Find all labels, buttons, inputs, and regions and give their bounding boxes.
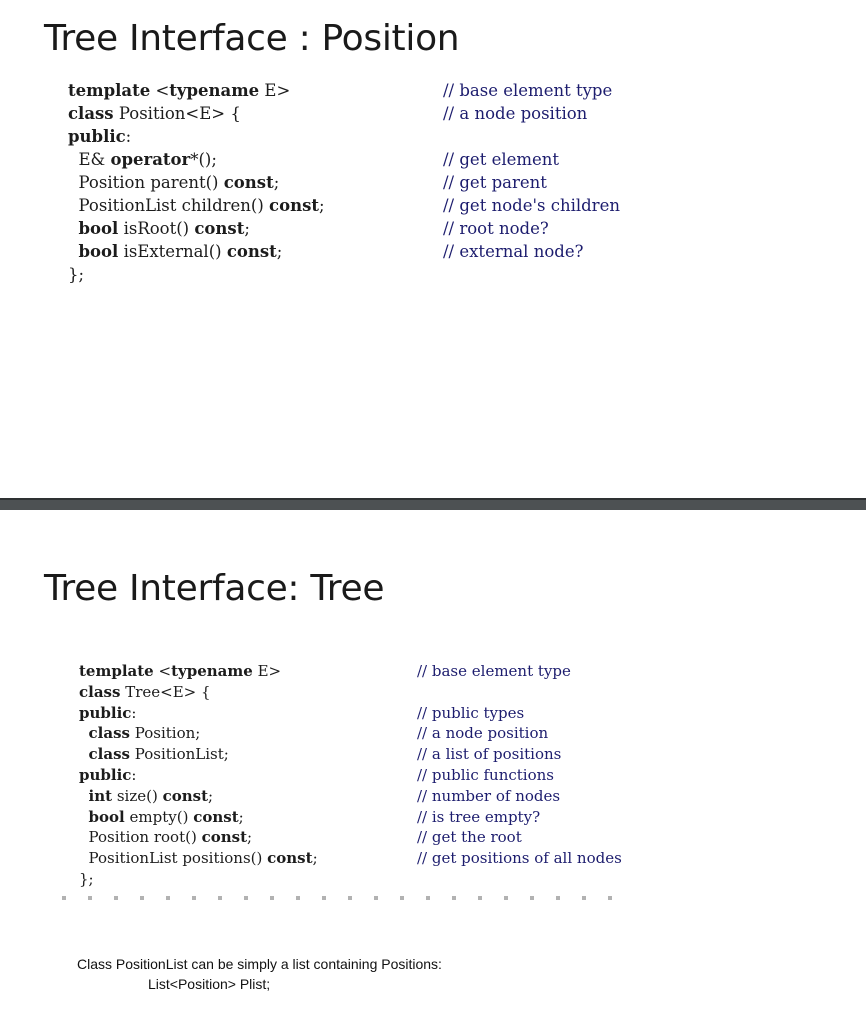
code-keyword: const [193, 807, 239, 826]
code-line [79, 870, 318, 891]
code-text [79, 787, 89, 805]
code-text: Position; [130, 724, 201, 743]
code-comment: // external node? [443, 242, 584, 261]
code-keyword: template [68, 81, 151, 100]
code-text [79, 808, 89, 826]
code-comment: // get parent [443, 173, 547, 192]
code-text: Position parent() [68, 173, 224, 192]
code-line [79, 808, 318, 829]
code-line [79, 849, 318, 870]
code-keyword: class [68, 104, 114, 123]
code-keyword: class [79, 682, 121, 701]
code-text: size() [112, 786, 163, 805]
code-text: PositionList; [130, 745, 229, 764]
code-line [68, 196, 325, 219]
code-line [68, 242, 325, 265]
code-comment: // a node position [443, 104, 588, 123]
code-text [68, 219, 79, 238]
code-keyword: bool [88, 807, 125, 826]
code-line [68, 265, 325, 288]
code-line [79, 828, 318, 849]
code-keyword: class [88, 724, 130, 743]
code-text: E> [259, 81, 291, 100]
code-block [68, 81, 325, 288]
code-text: ; [312, 849, 318, 868]
code-text: ; [238, 807, 244, 826]
code-line [68, 104, 325, 127]
code-text: }; [79, 869, 94, 888]
code-line [79, 662, 318, 683]
code-keyword: class [88, 745, 130, 764]
code-comment: // get element [443, 150, 560, 169]
code-keyword: public [79, 703, 132, 722]
code-text: PositionList positions() [79, 849, 268, 868]
code-text [68, 242, 79, 261]
code-line [68, 150, 325, 173]
code-text: Position root() [79, 828, 202, 847]
code-comments [443, 81, 620, 288]
code-comment: // get node's children [443, 196, 620, 215]
code-text: : [131, 765, 137, 784]
code-text: < [150, 81, 170, 100]
code-line [68, 173, 325, 196]
code-comment [417, 870, 622, 891]
code-keyword: public [68, 127, 126, 146]
code-text: Position<E> { [113, 104, 241, 123]
code-comment: // base element type [443, 81, 613, 100]
code-comment: // get the root [417, 828, 522, 847]
code-line [79, 787, 318, 808]
code-keyword: int [88, 786, 113, 805]
code-text: *(); [190, 150, 217, 169]
code-keyword: const [269, 196, 319, 215]
code-line [79, 745, 318, 766]
code-keyword: const [267, 849, 313, 868]
code-comment [443, 127, 620, 150]
code-keyword: const [201, 828, 247, 847]
code-text [79, 745, 89, 763]
code-comment: // root node? [443, 219, 549, 238]
code-text: isRoot() [118, 219, 195, 238]
code-line [68, 219, 325, 242]
code-text: E> [252, 662, 282, 680]
code-text: ; [247, 828, 253, 847]
code-text: : [125, 127, 132, 146]
code-line [79, 766, 318, 787]
code-keyword: template [79, 662, 154, 680]
code-text: < [153, 662, 172, 680]
code-text: ; [208, 786, 214, 805]
note-line-2: List<Position> Plist; [148, 976, 271, 992]
slide-position [0, 0, 866, 498]
code-text: Tree<E> { [120, 682, 211, 701]
code-text: : [131, 703, 137, 722]
code-line [68, 81, 325, 104]
code-comment: // base element type [417, 662, 571, 680]
slide-divider [0, 498, 866, 510]
code-comment: // is tree empty? [417, 807, 541, 826]
code-block [79, 662, 318, 891]
code-text: }; [68, 265, 85, 284]
code-line [79, 683, 318, 704]
code-keyword: typename [169, 81, 260, 100]
slide-title: Tree Interface : Position [44, 18, 460, 59]
code-text: ; [276, 242, 283, 261]
code-keyword: public [79, 765, 132, 784]
code-comment: // public types [417, 703, 525, 722]
note-line-1: Class PositionList can be simply a list containing Positions: [77, 956, 442, 972]
cutoff-text-remnant [62, 896, 634, 900]
code-comment: // get positions of all nodes [417, 849, 622, 868]
code-comment [443, 265, 620, 288]
code-text: isExternal() [118, 242, 227, 261]
code-text: empty() [124, 807, 194, 826]
code-text: ; [273, 173, 280, 192]
code-comment: // number of nodes [417, 786, 561, 805]
code-comments [417, 662, 622, 891]
code-comment [417, 683, 622, 704]
code-text: E& [68, 150, 111, 169]
code-text [79, 724, 89, 742]
code-keyword: const [223, 173, 274, 192]
code-line [68, 127, 325, 150]
code-keyword: const [194, 219, 245, 238]
code-keyword: bool [78, 242, 119, 261]
code-text: PositionList children() [68, 196, 270, 215]
code-comment: // a list of positions [417, 745, 562, 764]
code-keyword: typename [171, 662, 253, 680]
code-comment: // public functions [417, 765, 554, 784]
code-comment: // a node position [417, 724, 549, 743]
code-keyword: const [226, 242, 277, 261]
code-text: ; [244, 219, 250, 238]
slide-tree [0, 510, 866, 1024]
slide-title: Tree Interface: Tree [44, 568, 385, 609]
code-line [79, 704, 318, 725]
code-line [79, 724, 318, 745]
code-keyword: bool [78, 219, 119, 238]
code-keyword: operator [110, 150, 191, 169]
code-keyword: const [162, 786, 209, 805]
code-text: ; [319, 196, 325, 215]
